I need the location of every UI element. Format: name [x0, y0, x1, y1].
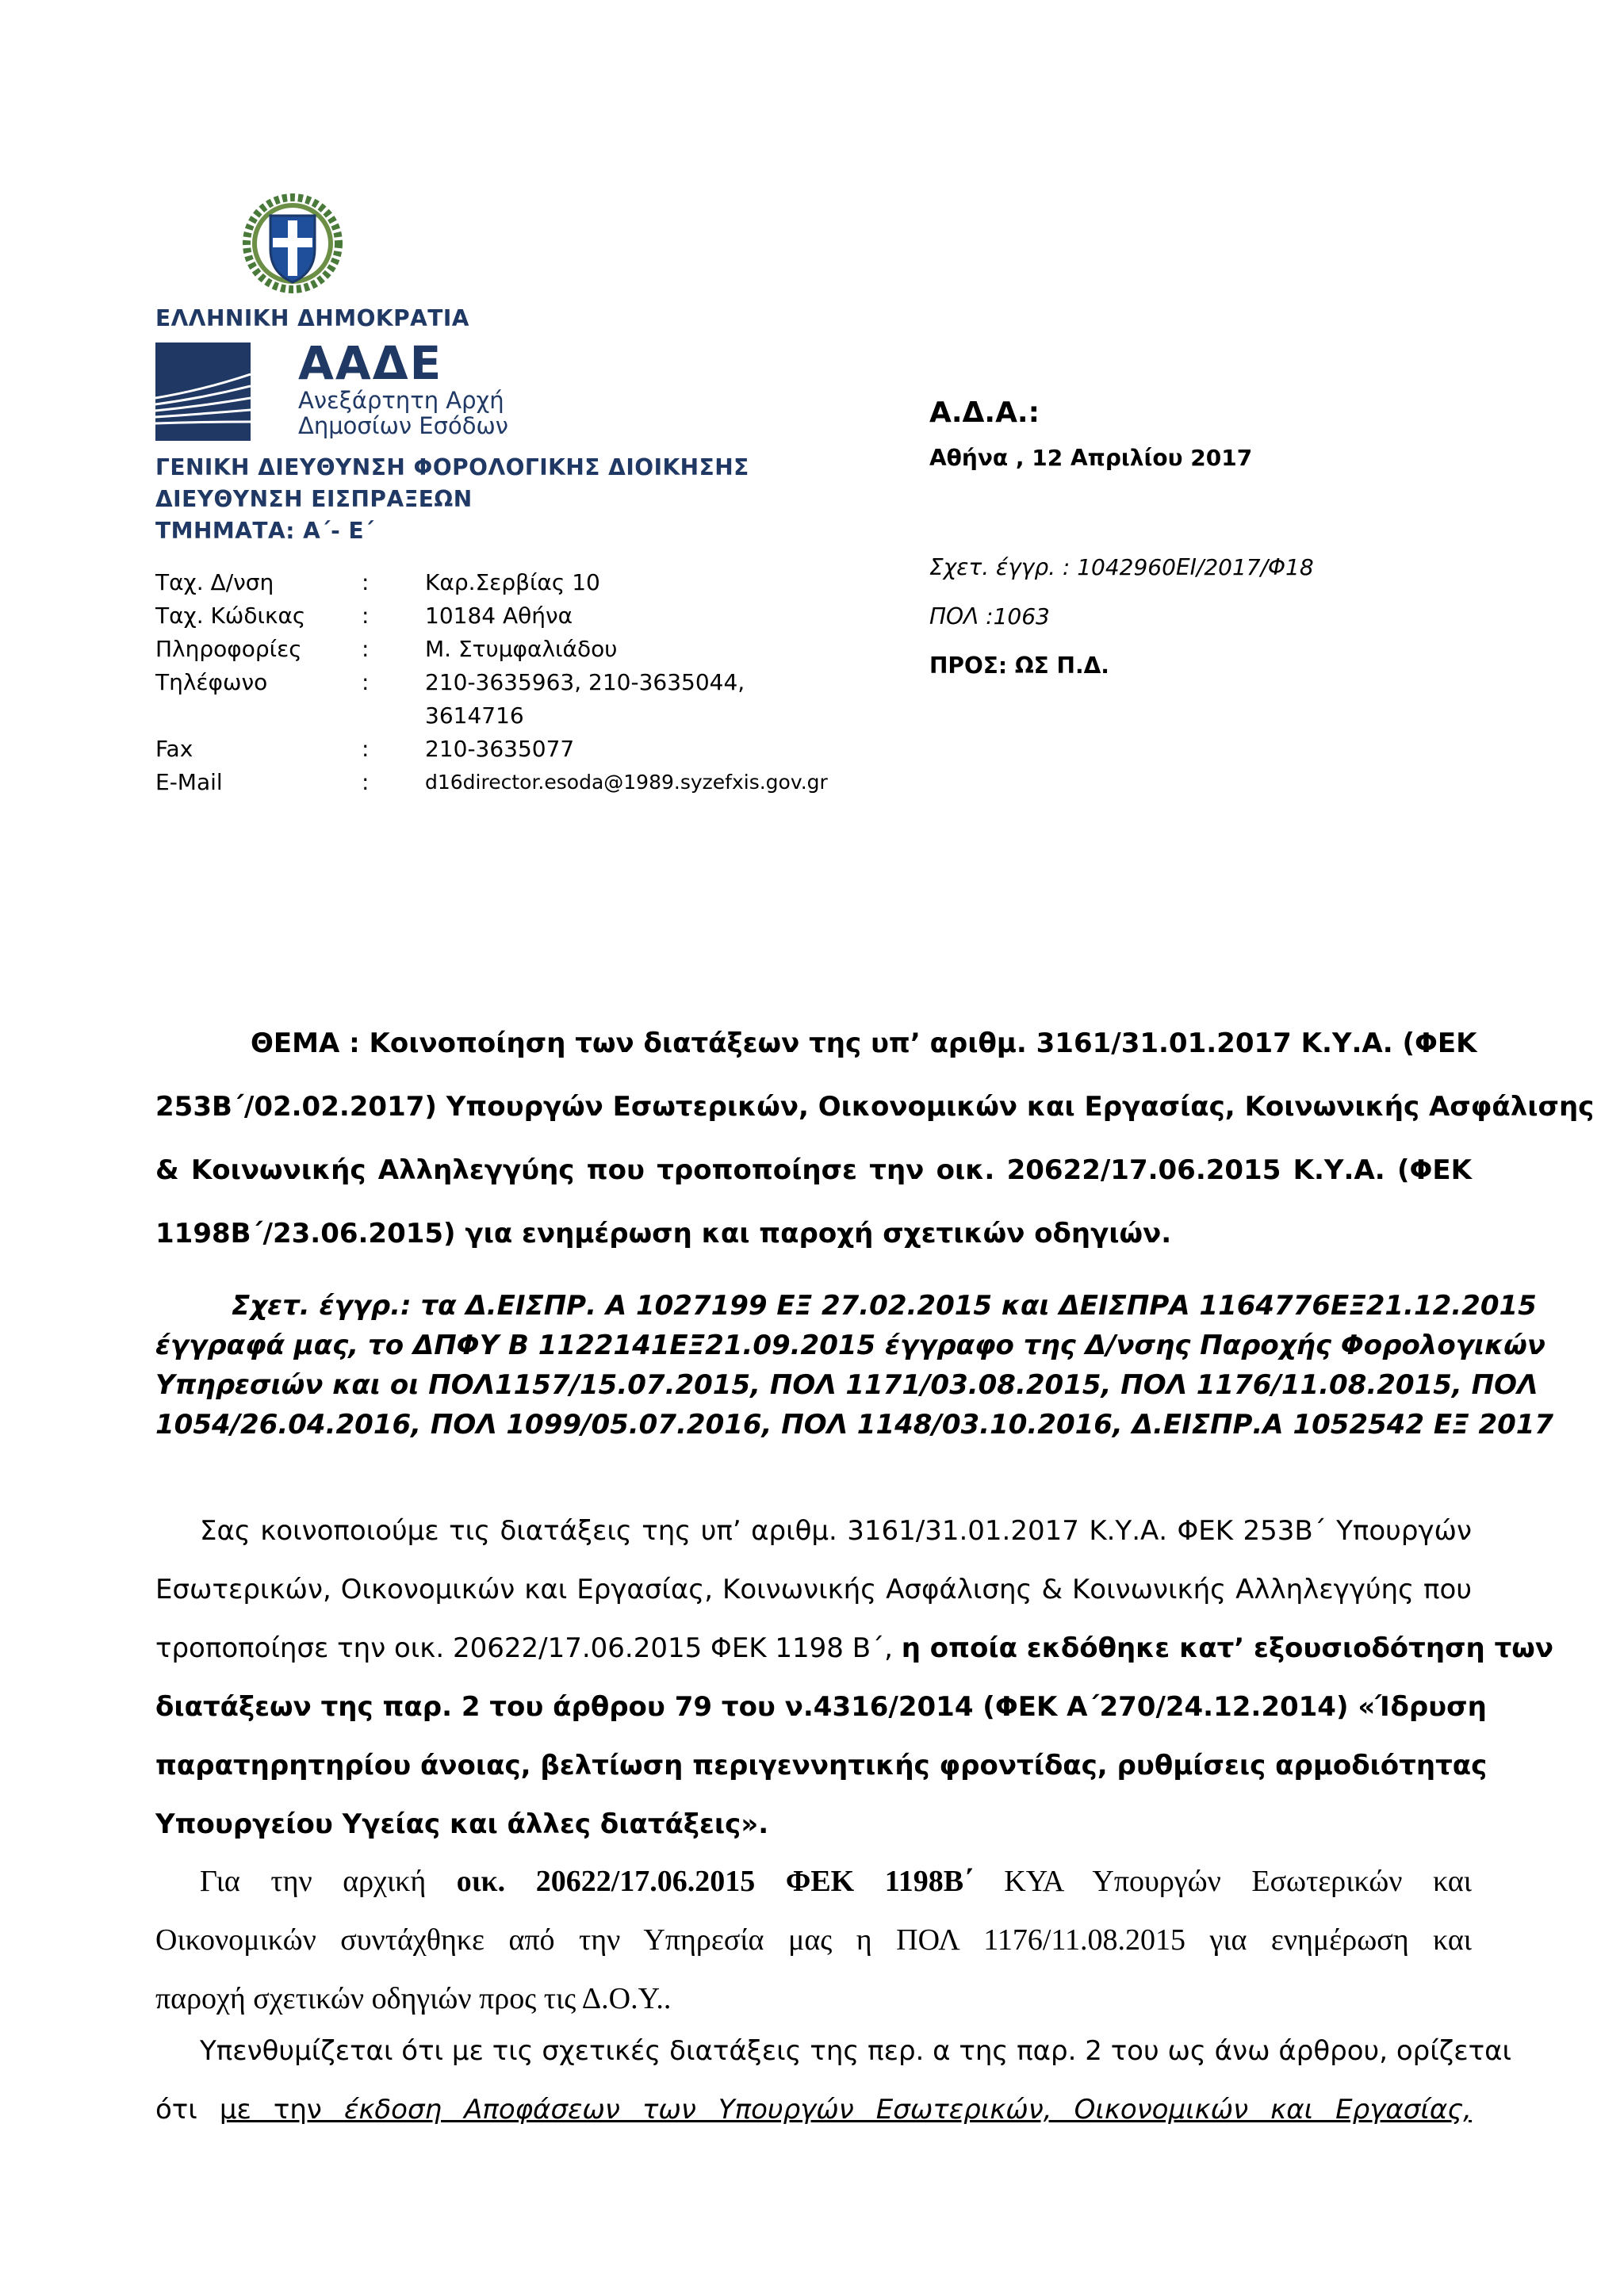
contact-sep: :: [362, 569, 370, 595]
paragraph-1: [155, 1502, 1553, 1854]
directorate-general: ΓΕΝΙΚΗ ΔΙΕΥΘΥΝΣΗ ΦΟΡΟΛΟΓΙΚΗΣ ΔΙΟΙΚΗΣΗΣ: [155, 454, 749, 480]
contact-value: Καρ.Σερβίας 10: [425, 569, 600, 595]
underlined-run: με την: [219, 2094, 344, 2126]
aade-logo-icon: [155, 342, 251, 441]
contact-row: [155, 566, 869, 599]
contact-label: Τηλέφωνο: [155, 669, 268, 695]
text-run: ότι: [155, 2094, 220, 2126]
paragraph-line: Υπενθυμίζεται ότι με τις σχετικές διατάξεις της περ. α της παρ. 2 του ως άνω άρθρου, ορίζεται: [200, 2035, 1511, 2067]
reference-line: έγγραφά μας, το ΔΠΦΥ Β 1122141ΕΞ21.09.2015 έγγραφο της Δ/νσης Παροχής Φορολογικών: [155, 1330, 1545, 1361]
paragraph-line: παροχή σχετικών οδηγιών προς τις Δ.Ο.Υ..: [155, 1982, 672, 2015]
contact-row: [155, 699, 869, 733]
contact-label: Πληροφορίες: [155, 636, 302, 662]
contact-row: [155, 733, 869, 766]
paragraph-line: διατάξεων της παρ. 2 του άρθρου 79 του ν.4316/2014 (ΦΕΚ Α΄270/24.12.2014) «Ίδρυση: [155, 1691, 1487, 1723]
directorate: ΔΙΕΥΘΥΝΣΗ ΕΙΣΠΡΑΞΕΩΝ: [155, 486, 473, 512]
subject-line: ΘΕΜΑ : Κοινοποίηση των διατάξεων της υπ’ αριθμ. 3161/31.01.2017 Κ.Υ.Α. (ΦΕΚ: [251, 1027, 1477, 1059]
aade-logo: [155, 336, 520, 441]
contact-sep: :: [362, 769, 370, 795]
aade-line1: Ανεξάρτητη Αρχή: [298, 387, 504, 414]
contact-value: 10184 Αθήνα: [425, 603, 573, 629]
contact-sep: :: [362, 603, 370, 629]
subject-line: 253Β΄/02.02.2017) Υπουργών Εσωτερικών, Οικονομικών και Εργασίας, Κοινωνικής Ασφάλισης: [155, 1091, 1595, 1123]
contact-row: [155, 666, 869, 699]
bold-run: η οποία εκδόθηκε κατ’ εξουσιοδότηση των: [901, 1632, 1553, 1664]
paragraph-line: Υπουργείου Υγείας και άλλες διατάξεις».: [155, 1808, 769, 1840]
departments: ΤΜΗΜΑΤΑ: Α΄- Ε΄: [155, 518, 375, 544]
subject-block: [155, 1012, 1595, 1265]
subject-line: 1198Β΄/23.06.2015) για ενημέρωση και παροχή σχετικών οδηγιών.: [155, 1218, 1172, 1249]
paragraph-line: Εσωτερικών, Οικονομικών και Εργασίας, Κοινωνικής Ασφάλισης & Κοινωνικής Αλληλεγγύης που: [155, 1574, 1472, 1605]
contact-sep: :: [362, 669, 370, 695]
text-run: Για την αρχική: [200, 1865, 457, 1898]
aade-line2: Δημοσίων Εσόδων: [298, 412, 508, 439]
paragraph-line: [155, 1852, 1472, 1911]
contact-value: Μ. Στυμφαλιάδου: [425, 636, 618, 662]
contact-label: Fax: [155, 736, 193, 762]
contact-sep: :: [362, 636, 370, 662]
text-run: τροποποίησε την οικ. 20622/17.06.2015 ΦΕΚ 1198 Β΄,: [155, 1632, 902, 1664]
paragraph-line: Οικονομικών συντάχθηκε από την Υπηρεσία μας η ΠΟΛ 1176/11.08.2015 για ενημέρωση και: [155, 1923, 1472, 1957]
contact-value: 3614716: [425, 702, 524, 729]
greek-state-emblem-icon: [243, 193, 343, 293]
paragraph-line: παρατηρητηρίου άνοιας, βελτίωση περιγεννητικής φροντίδας, ρυθμίσεις αρμοδιότητας: [155, 1750, 1488, 1781]
text-run: ΚΥΑ Υπουργών Εσωτερικών και: [973, 1865, 1473, 1898]
paragraph-line: [155, 1619, 1553, 1678]
contact-value: 210-3635963, 210-3635044,: [425, 669, 745, 695]
bold-run: οικ. 20622/17.06.2015 ΦΕΚ 1198Β΄: [456, 1865, 974, 1898]
related-doc: Σχετ. έγγρ. : 1042960ΕΙ/2017/Φ18: [929, 554, 1314, 580]
contact-label: Ταχ. Κώδικας: [155, 603, 306, 629]
paragraph-line: Σας κοινοποιούμε τις διατάξεις της υπ’ αριθμ. 3161/31.01.2017 Κ.Υ.Α. ΦΕΚ 253Β΄ Υπουργών: [200, 1515, 1472, 1547]
contact-row: [155, 633, 869, 666]
reference-line: Υπηρεσιών και οι ΠΟΛ1157/15.07.2015, ΠΟΛ 1171/03.08.2015, ΠΟΛ 1176/11.08.2015, ΠΟΛ: [155, 1369, 1538, 1401]
paragraph-3: [155, 2022, 1511, 2139]
contact-row: [155, 599, 869, 633]
paragraph-line: [155, 2080, 1472, 2139]
recipient: ΠΡΟΣ: ΩΣ Π.Δ.: [929, 652, 1109, 679]
contact-row: [155, 766, 869, 799]
contact-label: Ταχ. Δ/νση: [155, 569, 274, 595]
aade-abbr: ΑΑΔΕ: [298, 336, 443, 390]
pol-number: ΠΟΛ :1063: [929, 603, 1050, 629]
subject-line: & Κοινωνικής Αλληλεγγύης που τροποποίησε την οικ. 20622/17.06.2015 Κ.Υ.Α. (ΦΕΚ: [155, 1154, 1472, 1186]
paragraph-2: [155, 1852, 1472, 2028]
underlined-italic-run: έκδοση Αποφάσεων των Υπουργών Εσωτερικών, Οικονομικών και Εργασίας,: [343, 2094, 1472, 2126]
email-value: d16director.esoda@1989.syzefxis.gov.gr: [425, 771, 828, 794]
reference-line: Σχετ. έγγρ.: τα Δ.ΕΙΣΠΡ. Α 1027199 ΕΞ 27.02.2015 και ΔΕΙΣΠΡΑ 1164776ΕΞ21.12.2015: [232, 1290, 1537, 1322]
contact-sep: :: [362, 736, 370, 762]
date-line: Αθήνα , 12 Απριλίου 2017: [929, 445, 1253, 471]
ada-label: Α.Δ.Α.:: [929, 396, 1040, 429]
republic-title: ΕΛΛΗΝΙΚΗ ΔΗΜΟΚΡΑΤΙΑ: [155, 305, 469, 331]
reference-line: 1054/26.04.2016, ΠΟΛ 1099/05.07.2016, ΠΟΛ 1148/03.10.2016, Δ.ΕΙΣΠΡ.Α 1052542 ΕΞ 2017: [155, 1409, 1554, 1441]
contact-value: 210-3635077: [425, 736, 575, 762]
contact-label: E-Mail: [155, 769, 223, 795]
references-block: [155, 1286, 1554, 1445]
